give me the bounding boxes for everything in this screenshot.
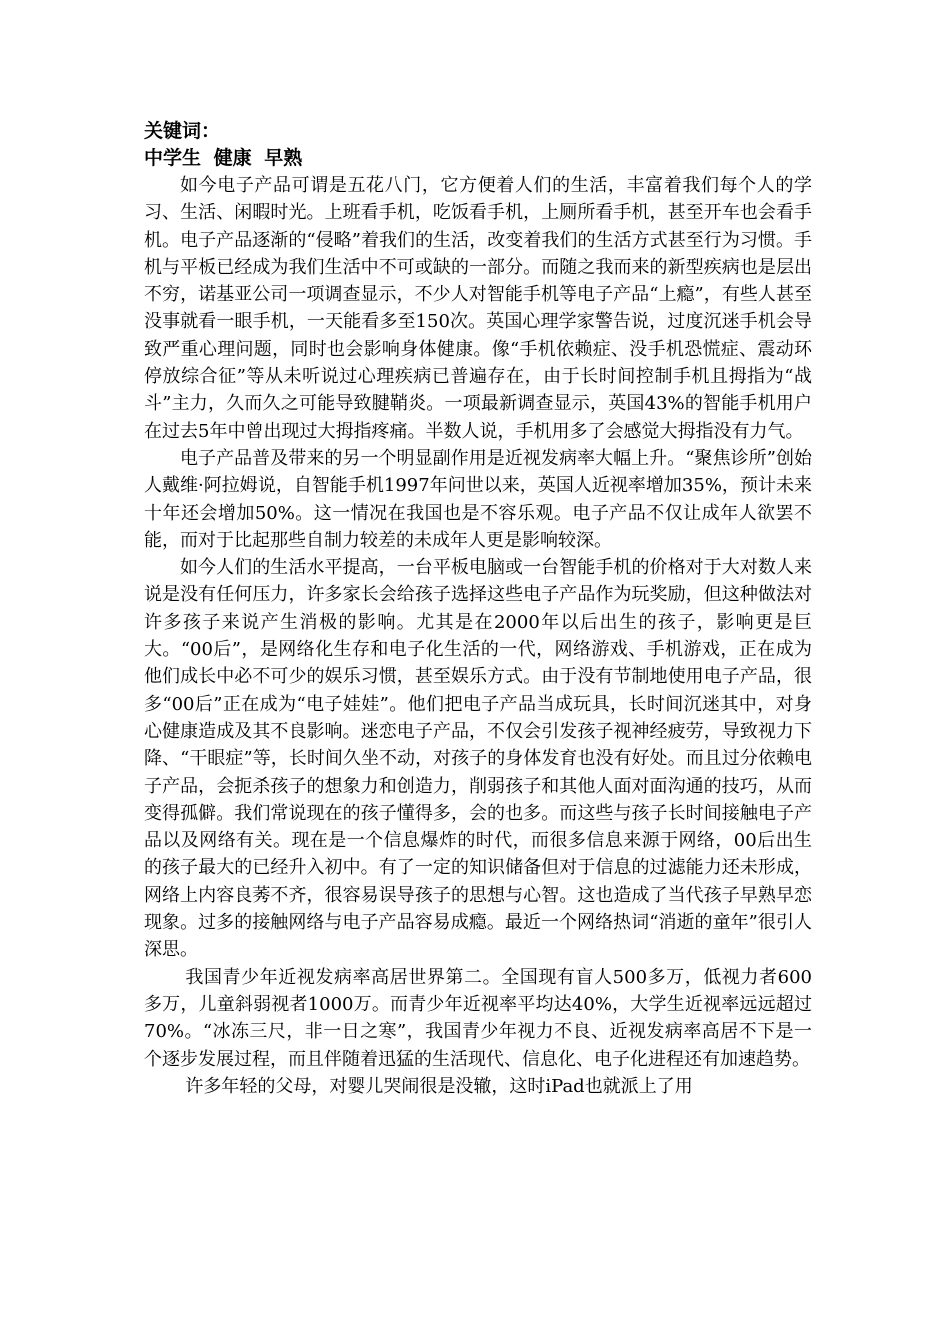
keywords-label: 关键词： [144,120,221,142]
paragraph-youth-vision-stats: 我国青少年近视发病率高居世界第二。全国现有盲人500多万，低视力者600多万，儿童斜弱视者1000万。而青少年近视率平均达40%，大学生近视率远远超过70%。“冰冻三尺，非一日之寒”，我国青少年视力不良、近视发病率高居不下是一个逐步发展过程，而且伴随着迅猛的生活现代、信息化、电子化进程还有加速趋势。 [144,966,812,1070]
keywords-terms: 中学生 健康 早熟 [144,147,303,169]
paragraph-myopia-rise: 电子产品普及带来的另一个明显副作用是近视发病率大幅上升。“聚焦诊所”创始人戴维·阿拉姆说，自智能手机1997年问世以来，英国人近视率增加35%，预计未来十年还会增加50%。这一情况在我国也是不容乐观。电子产品不仅让成年人欲罢不能，而对于比起那些自制力较差的未成年人更是影响较深。 [144,447,812,551]
paragraph-phone-addiction: 如今电子产品可谓是五花八门，它方便着人们的生活，丰富着我们每个人的学习、生活、闲暇时光。上班看手机，吃饭看手机，上厕所看手机，甚至开车也会看手机。电子产品逐渐的“侵略”着我们的生活，改变着我们的生活方式甚至行为习惯。手机与平板已经成为我们生活中不可或缺的一部分。而随之我而来的新型疾病也是层出不穷，诺基亚公司一项调查显示，不少人对智能手机等电子产品“上瘾”，有些人甚至没事就看一眼手机，一天能看多至150次。英国心理学家警告说，过度沉迷手机会导致严重心理问题，同时也会影响身体健康。像“手机依赖症、没手机恐慌症、震动环停放综合征”等从未听说过心理疾病已普遍存在，由于长时间控制手机且拇指为“战斗”主力，久而久之可能导致腱鞘炎。一项最新调查显示，英国43%的智能手机用户在过去5年中曾出现过大拇指疼痛。半数人说，手机用多了会感觉大拇指没有力气。 [144,175,812,442]
paragraph-children-impact: 如今人们的生活水平提高，一台平板电脑或一台智能手机的价格对于大对数人来说是没有任何压力，许多家长会给孩子选择这些电子产品作为玩奖励，但这种做法对许多孩子来说产生消极的影响。尤其是在2000年以后出生的孩子，影响更是巨大。“00后”，是网络化生存和电子化生活的一代，网络游戏、手机游戏，正在成为他们成长中必不可少的娱乐习惯，甚至娱乐方式。由于没有节制地使用电子产品，很多“00后”正在成为“电子娃娃”。他们把电子产品当成玩具，长时间沉迷其中，对身心健康造成及其不良影响。迷恋电子产品，不仅会引发孩子视神经疲劳，导致视力下降、“干眼症”等，长时间久坐不动，对孩子的身体发育也没有好处。而且过分依赖电子产品，会扼杀孩子的想象力和创造力，削弱孩子和其他人面对面沟通的技巧，从而变得孤僻。我们常说现在的孩子懂得多，会的也多。而这些与孩子长时间接触电子产品以及网络有关。现在是一个信息爆炸的时代，而很多信息来源于网络，00后出生的孩子最大的已经升入初中。有了一定的知识储备但对于信息的过滤能力还未形成，网络上内容良莠不齐，很容易误导孩子的思想与心智。这也造成了当代孩子早熟早恋现象。过多的接触网络与电子产品容易成瘾。最近一个网络热词“消逝的童年”很引人深思。 [144,557,812,961]
document-page [144,118,812,1100]
paragraph-ipad-parents: 许多年轻的父母，对婴儿哭闹很是没辙，这时iPad也就派上了用 [185,1075,693,1097]
